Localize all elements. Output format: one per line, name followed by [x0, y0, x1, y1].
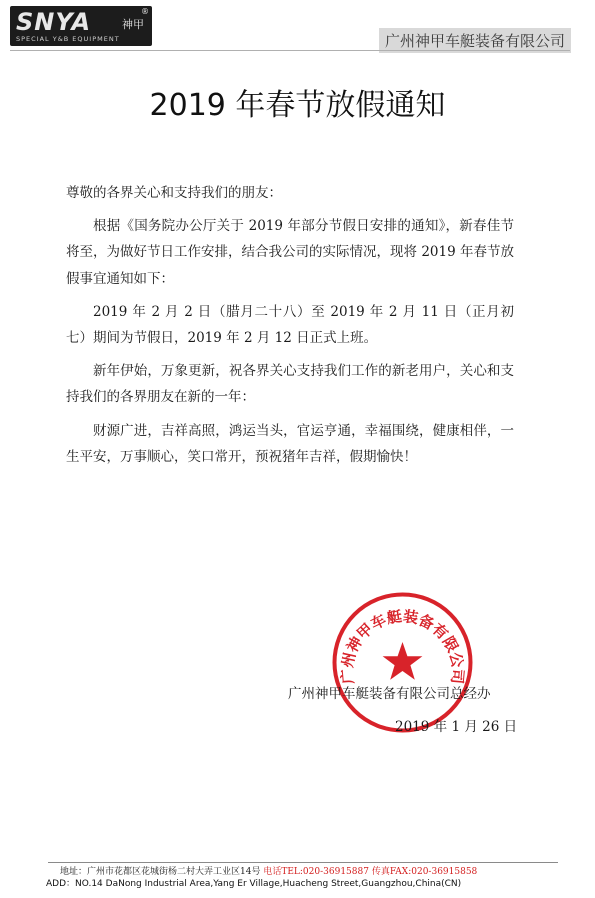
logo-chinese-name: 神甲: [122, 18, 144, 31]
paragraph-3: 新年伊始，万象更新，祝各界关心支持我们工作的新老用户，关心和支持我们的各界朋友在新的一年：: [66, 363, 514, 406]
logo-subtitle: SPECIAL Y&B EQUIPMENT: [16, 35, 120, 43]
letterhead: [0, 0, 595, 52]
seal-star-icon: [383, 642, 423, 680]
paragraph-1: 根据《国务院办公厅关于 2019 年部分节假日安排的通知》，新春佳节将至，为做好节日工作安排，结合我公司的实际情况，现将 2019 年春节放假事宜通知如下：: [66, 218, 514, 287]
company-name-header: 广州神甲车艇装备有限公司: [379, 28, 571, 53]
footer-phone: 电话TEL:020-36915887: [263, 867, 369, 877]
header-divider: [10, 50, 570, 51]
company-seal: [330, 590, 475, 735]
footer-fax: 传真FAX:020-36915858: [371, 867, 478, 877]
footer-divider: [48, 862, 558, 863]
footer-address-cn: 地址：广州市花都区花城街杨二村大弄工业区14号: [60, 867, 261, 877]
footer-address-en: ADD：NO.14 DaNong Industrial Area,Yang Er Village,Huacheng Street,Guangzhou,China(CN): [46, 879, 462, 889]
paragraph-2: 2019 年 2 月 2 日（腊月二十八）至 2019 年 2 月 11 日（正月初七）期间为节假日，2019 年 2 月 12 日正式上班。: [66, 303, 514, 347]
logo-mark: SNYA: [16, 8, 92, 36]
seal-text: 广州神甲车艇装备有限公司: [338, 607, 467, 685]
greeting: 尊敬的各界关心和支持我们的朋友：: [66, 185, 282, 201]
signature-date: 2019 年 1 月 26 日: [395, 719, 518, 735]
notice-title: 2019 年春节放假通知: [149, 88, 446, 123]
signature-company: 广州神甲车艇装备有限公司总经办: [288, 686, 491, 702]
notice-body: [66, 180, 514, 477]
company-logo: [10, 6, 152, 46]
registered-mark: ®: [141, 7, 149, 16]
paragraph-4: 财源广进，吉祥高照，鸿运当头，官运亨通，幸福围绕，健康相伴，一生平安，万事顺心，笑口常开，预祝猪年吉祥，假期愉快！: [66, 422, 514, 465]
